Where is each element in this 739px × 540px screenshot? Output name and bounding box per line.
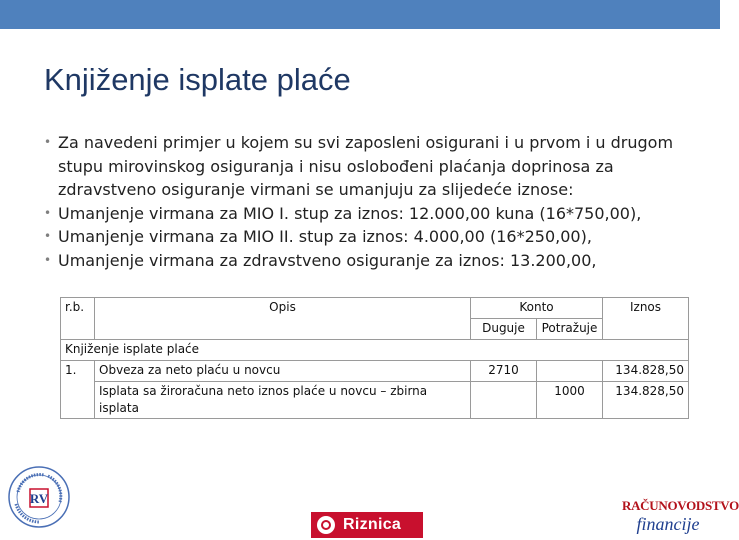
header-potrazuje: Potražuje xyxy=(537,319,603,340)
cell-potrazuje: 1000 xyxy=(537,382,603,419)
slide-title: Knjiženje isplate plaće xyxy=(44,62,351,97)
header-duguje: Duguje xyxy=(471,319,537,340)
racunovodstvo-logo xyxy=(622,498,739,540)
cell-opis: Isplata sa žiroračuna neto iznos plaće u novcu – zbirna isplata xyxy=(95,382,471,419)
table-row xyxy=(61,382,689,419)
cell-duguje xyxy=(471,382,537,419)
bullet-text: Umanjenje virmana za zdravstveno osiguranje za iznos: 13.200,00, xyxy=(58,250,597,270)
bullet-icon: • xyxy=(44,205,52,220)
cell-iznos: 134.828,50 xyxy=(603,361,689,382)
table-row xyxy=(61,361,689,382)
cell-opis: Obveza za neto plaću u novcu xyxy=(95,361,471,382)
bullet-icon: • xyxy=(44,135,52,149)
svg-text:RV: RV xyxy=(29,491,49,506)
seal-logo-icon xyxy=(4,462,74,532)
bullet-text: Umanjenje virmana za MIO II. stup za iznos: 4.000,00 (16*250,00), xyxy=(58,227,592,246)
bullet-icon: • xyxy=(44,229,52,243)
riznica-brand: Riznica xyxy=(343,516,402,533)
bullet-item xyxy=(44,131,694,202)
journal-entry-table xyxy=(60,297,689,419)
top-color-band xyxy=(0,0,720,29)
header-rb: r.b. xyxy=(61,298,95,340)
section-title: Knjiženje isplate plaće xyxy=(61,340,689,361)
racunovodstvo-line1: RAČUNOVODSTVO xyxy=(622,498,739,513)
cell-duguje: 2710 xyxy=(471,361,537,382)
table-section-row xyxy=(61,340,689,361)
bullet-item xyxy=(44,249,694,273)
bullet-item xyxy=(44,225,694,249)
header-iznos: Iznos xyxy=(603,298,689,340)
riznica-seal-icon xyxy=(317,516,335,534)
bullet-text: Za navedeni primjer u kojem su svi zaposleni osigurani i u prvom i u drugom stupu mirovinskog osiguranja i nisu oslobođeni plaćanja doprinosa za zdravstveno osiguranje virmani se umanjuju za slijedeće iznose: xyxy=(58,133,674,199)
bullet-list xyxy=(44,131,694,272)
bullet-item xyxy=(44,202,694,226)
racunovodstvo-line2: financije xyxy=(636,514,700,534)
cell-rb: 1. xyxy=(61,361,95,382)
table-header-row xyxy=(61,298,689,319)
header-opis: Opis xyxy=(95,298,471,340)
bullet-icon: • xyxy=(44,252,52,267)
header-konto: Konto xyxy=(471,298,603,319)
riznica-logo xyxy=(311,512,423,538)
cell-potrazuje xyxy=(537,361,603,382)
bullet-text: Umanjenje virmana za MIO I. stup za iznos: 12.000,00 kuna (16*750,00), xyxy=(58,203,642,223)
cell-iznos: 134.828,50 xyxy=(603,382,689,419)
cell-rb xyxy=(61,382,95,419)
